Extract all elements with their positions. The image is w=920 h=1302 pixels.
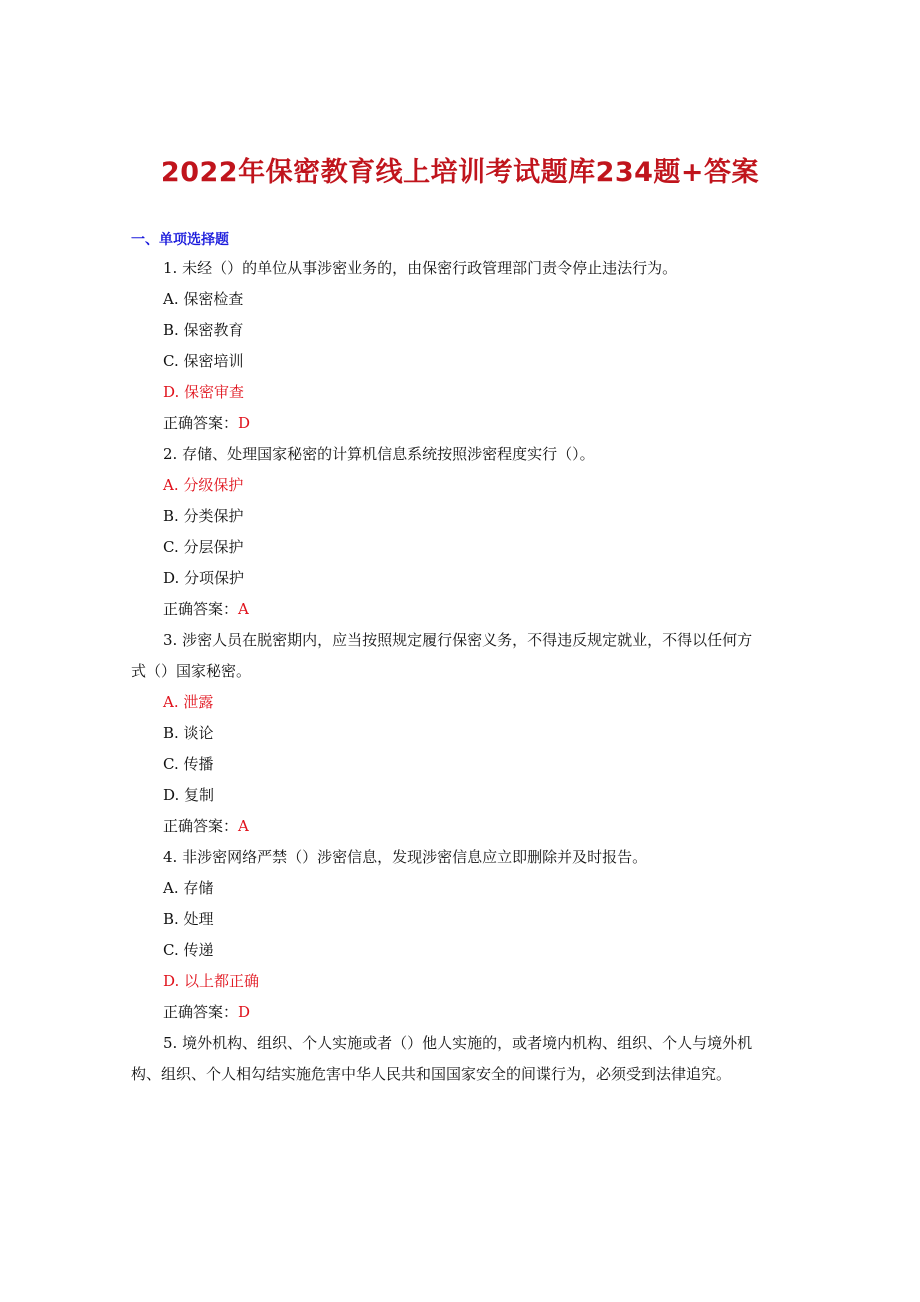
answer-letter: D xyxy=(238,1003,251,1021)
answer-label: 正确答案： xyxy=(163,414,239,432)
correct-option: D. 保密审查 xyxy=(163,383,245,401)
option: B. 分类保护 xyxy=(163,507,244,525)
answer-letter: A xyxy=(238,600,249,618)
option: B. 处理 xyxy=(163,910,214,928)
answer-label: 正确答案： xyxy=(163,817,239,835)
answer-line xyxy=(163,1002,250,1022)
question-stem: 4. 非涉密网络严禁（）涉密信息，发现涉密信息应立即删除并及时报告。 xyxy=(163,848,648,866)
section-heading: 一、单项选择题 xyxy=(131,232,229,248)
answer-label: 正确答案： xyxy=(163,1003,239,1021)
option: A. 存储 xyxy=(163,879,214,897)
correct-option: A. 泄露 xyxy=(163,693,214,711)
correct-option: A. 分级保护 xyxy=(163,476,244,494)
answer-label: 正确答案： xyxy=(163,600,239,618)
option: B. 谈论 xyxy=(163,724,214,742)
question-stem: 5. 境外机构、组织、个人实施或者（）他人实施的，或者境内机构、组织、个人与境外机 xyxy=(163,1034,753,1052)
question-stem: 2. 存储、处理国家秘密的计算机信息系统按照涉密程度实行（）。 xyxy=(163,445,595,463)
option: C. 分层保护 xyxy=(163,538,244,556)
option: D. 复制 xyxy=(163,786,215,804)
question-stem-continued: 构、组织、个人相勾结实施危害中华人民共和国国家安全的间谍行为，必须受到法律追究。 xyxy=(131,1065,732,1083)
answer-letter: D xyxy=(238,414,251,432)
option: D. 分项保护 xyxy=(163,569,245,587)
question-stem: 3. 涉密人员在脱密期内，应当按照规定履行保密义务，不得违反规定就业，不得以任何方 xyxy=(163,631,753,649)
option: C. 保密培训 xyxy=(163,352,244,370)
option: A. 保密检查 xyxy=(163,290,244,308)
answer-line xyxy=(163,599,249,619)
answer-line xyxy=(163,413,250,433)
correct-option: D. 以上都正确 xyxy=(163,972,260,990)
question-stem-continued: 式（）国家秘密。 xyxy=(131,662,252,680)
option: C. 传递 xyxy=(163,941,214,959)
question-stem: 1. 未经（）的单位从事涉密业务的，由保密行政管理部门责令停止违法行为。 xyxy=(163,259,678,277)
answer-letter: A xyxy=(238,817,249,835)
option: B. 保密教育 xyxy=(163,321,244,339)
option: C. 传播 xyxy=(163,755,214,773)
document-title: 2022年保密教育线上培训考试题库234题+答案 xyxy=(160,157,760,188)
answer-line xyxy=(163,816,249,836)
